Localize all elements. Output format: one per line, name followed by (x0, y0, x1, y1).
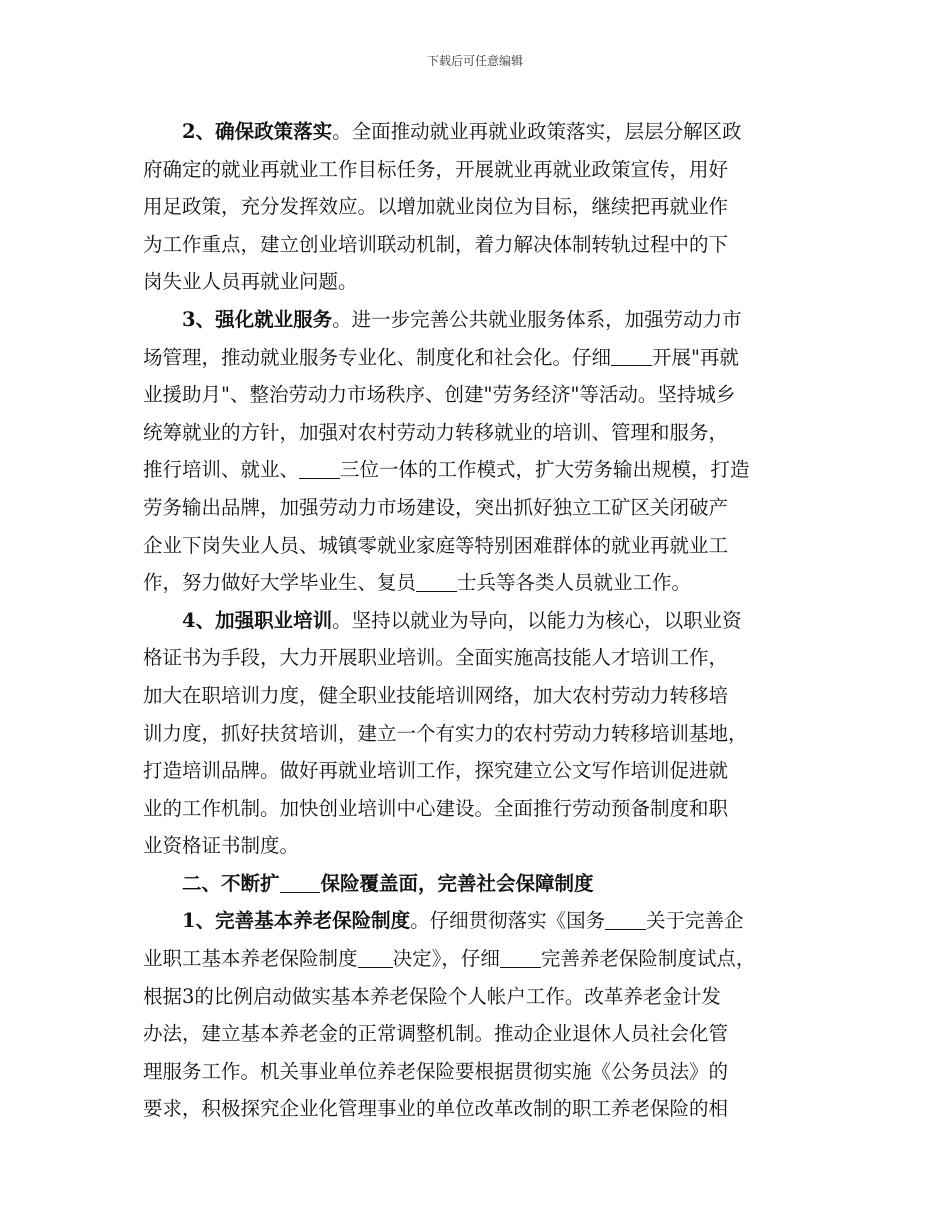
section-heading-text: 保险覆盖面，完善社会保障制度 (320, 871, 594, 895)
section-heading-text: 1、完善基本养老保险制度 (182, 909, 411, 933)
body-text-segment: 决定》，仔细 (392, 947, 500, 971)
paragraph-line (143, 188, 813, 226)
body-text-segment: 办法，建立基本养老金的正常调整机制。推动企业退休人员社会化管 (143, 1022, 729, 1046)
body-text-segment: 关于完善企 (646, 909, 744, 933)
body-text-segment: 业资格证书制度。 (143, 834, 300, 858)
body-text-segment: 业援助月"、整治劳动力市场秩序、创建"劳务经济"等活动。坚持城乡 (143, 383, 736, 407)
body-text-segment: 作，努力做好大学毕业生、复员 (143, 571, 417, 595)
paragraph-line (143, 527, 813, 565)
section-heading-text: 二、不断扩 (182, 871, 280, 895)
body-text-segment: 业职工基本养老保险制度 (143, 947, 358, 971)
body-text-segment: 士兵等各类人员就业工作。 (456, 571, 691, 595)
fill-in-blank (500, 947, 541, 968)
fill-in-blank (280, 872, 321, 893)
paragraph-line (143, 451, 813, 489)
body-text-segment: 。全面推动就业再就业政策落实，层层分解区政 (332, 120, 742, 143)
paragraph-line (143, 1090, 813, 1128)
body-text-segment: 。坚持以就业为导向，以能力为核心，以职业资 (332, 608, 742, 632)
paragraph-line (143, 1053, 813, 1091)
fill-in-blank (358, 947, 393, 968)
section-heading-text: 3、强化就业服务 (182, 307, 333, 331)
paragraph-line (143, 151, 813, 189)
body-text-segment: 开展"再就 (651, 345, 739, 369)
body-text-segment: 加大在职培训力度，健全职业技能培训网络，加大农村劳动力转移培 (143, 683, 729, 707)
document-body (143, 113, 813, 1128)
body-text-segment: 统筹就业的方针，加强对农村劳动力转移就业的培训、管理和服务， (143, 420, 729, 444)
body-text-segment: 府确定的就业再就业工作目标任务，开展就业再就业政策宣传，用好 (143, 157, 729, 181)
body-text-segment: 训力度，抓好扶贫培训，建立一个有实力的农村劳动力转移培训基地， (143, 721, 748, 745)
paragraph-line (143, 226, 813, 264)
body-text-segment: 完善养老保险制度试点， (540, 947, 756, 971)
body-text-segment: 劳务输出品牌，加强劳动力市场建设，突出抓好独立工矿区关闭破产 (143, 495, 729, 519)
paragraph-line (143, 113, 813, 151)
fill-in-blank (605, 910, 646, 931)
paragraph-line (143, 865, 813, 903)
body-text-segment: 要求，积极探究企业化管理事业的单位改革改制的职工养老保险的相 (143, 1097, 729, 1121)
body-text-segment: 用足政策，充分发挥效应。以增加就业岗位为目标，继续把再就业作 (143, 195, 729, 219)
paragraph-line (143, 940, 813, 978)
body-text-segment: 企业下岗失业人员、城镇零就业家庭等特别困难群体的就业再就业工 (143, 533, 729, 557)
page-header: 下载后可任意编辑 (426, 54, 523, 68)
paragraph-line (143, 414, 813, 452)
body-text-segment: 理服务工作。机关事业单位养老保险要根据贯彻实施《公务员法》的 (143, 1059, 729, 1083)
paragraph-line (143, 376, 813, 414)
paragraph-line (143, 564, 813, 602)
paragraph-line (143, 489, 813, 527)
paragraph-line (143, 1015, 813, 1053)
body-text-segment: 推行培训、就业、 (143, 458, 300, 482)
body-text-segment: 为工作重点，建立创业培训联动机制，着力解决体制转轨过程中的下 (143, 232, 729, 256)
body-text-segment: 业的工作机制。加快创业培训中心建设。全面推行劳动预备制度和职 (143, 796, 729, 820)
paragraph-line (143, 339, 813, 377)
fill-in-blank (416, 572, 457, 593)
paragraph-line (143, 752, 813, 790)
paragraph-line (143, 978, 813, 1016)
body-text-segment: 场管理，推动就业服务专业化、制度化和社会化。仔细 (143, 345, 612, 369)
body-text-segment: 根据3的比例启动做实基本养老保险个人帐户工作。改革养老金计发 (143, 984, 721, 1008)
paragraph-line (143, 790, 813, 828)
paragraph-line (143, 301, 813, 339)
paragraph-line (143, 902, 813, 940)
fill-in-blank (611, 346, 652, 367)
paragraph-line (143, 639, 813, 677)
body-text-segment: 打造培训品牌。做好再就业培训工作，探究建立公文写作培训促进就 (143, 759, 729, 783)
body-text-segment: 格证书为手段，大力开展职业培训。全面实施高技能人才培训工作， (143, 646, 729, 670)
paragraph-line (143, 602, 813, 640)
paragraph-line (143, 827, 813, 865)
paragraph-line (143, 715, 813, 753)
section-heading-text: 2、确保政策落实 (182, 120, 333, 143)
body-text-segment: 。仔细贯彻落实《国务 (410, 909, 606, 933)
body-text-segment: 三位一体的工作模式，扩大劳务输出规模，打造 (339, 458, 750, 482)
fill-in-blank (299, 459, 340, 480)
section-heading-text: 4、加强职业培训 (182, 608, 333, 632)
body-text-segment: 。进一步完善公共就业服务体系，加强劳动力市 (332, 307, 742, 331)
body-text-segment: 岗失业人员再就业问题。 (143, 270, 358, 294)
paragraph-line (143, 263, 813, 301)
paragraph-line (143, 677, 813, 715)
